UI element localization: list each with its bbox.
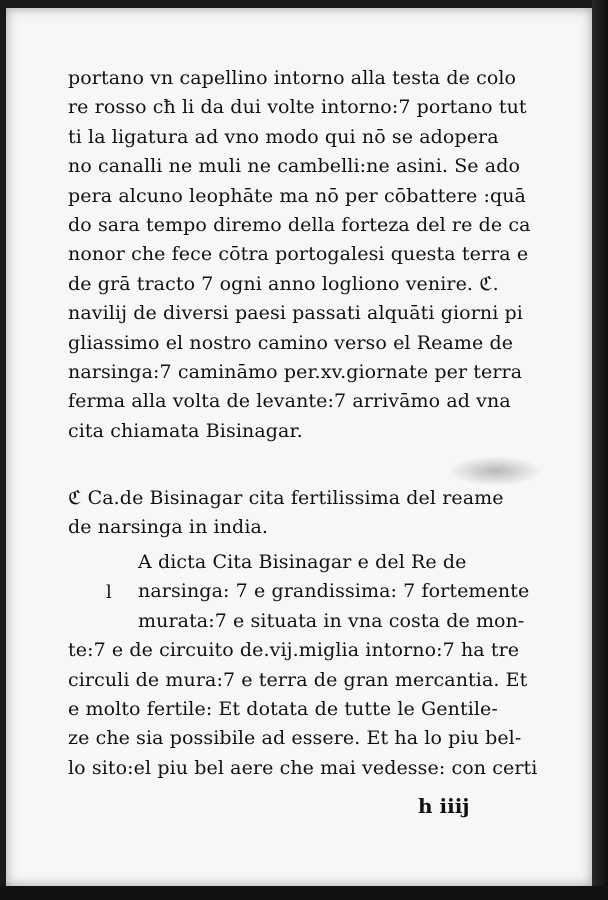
text-line: pera alcuno leophāte ma nō per cōbattere :quā [68,184,526,207]
text-line: de grā tracto 7 ogni anno logliono venire. ℭ. [68,272,499,295]
text-line: re rosso cħ li da dui volte intorno:7 portano tut [68,96,527,119]
text-line: ferma alla volta de levante:7 arrivāmo ad vna [68,390,511,413]
text-line: lo sito:el piu bel aere che mai vedesse: con certi [68,756,538,779]
page-bottom-edge [0,886,608,900]
text-line: do sara tempo diremo della forteza del re de ca [68,214,531,237]
chapter-heading [68,484,548,543]
text-line: gliassimo el nostro camino verso el Reame de [68,331,514,354]
text-block-top [68,64,548,446]
text-line: circuli de mura:7 e terra de gran mercantia. Et [68,668,528,691]
book-page [6,8,592,886]
text-line: cita chiamata Bisinagar. [68,419,303,442]
text-line: no canalli ne muli ne cambelli:ne asini. Se ado [68,155,521,178]
ink-blot [448,456,543,486]
book-spine-edge [592,0,608,900]
text-line: ze che sia possibile ad essere. Et ha lo piu bel- [68,727,522,750]
text-line: navilij de diversi paesi passati alquāti giorni pi [68,302,523,325]
text-line: ti la ligatura ad vno modo qui nō se adopera [68,125,499,148]
marginal-mark: l [106,582,112,603]
heading-line: de narsinga in india. [68,516,269,539]
text-line: te:7 e de circuito de.vij.miglia intorno:7 ha tre [68,639,520,662]
text-line: portano vn capellino intorno alla testa de colo [68,67,517,89]
text-line: murata:7 e situata in vna costa de mon- [138,609,525,632]
text-line: A dicta Cita Bisinagar e del Re de [138,551,467,573]
signature-mark: h iiij [418,794,470,818]
text-line: e molto fertile: Et dotata de tutte le Gentile- [68,698,498,721]
heading-line: ℭ Ca.de Bisinagar cita fertilissima del reame [68,487,504,509]
text-line: narsinga:7 camināmo per.xv.giornate per terra [68,361,523,384]
text-line: narsinga: 7 e grandissima: 7 fortemente [138,580,530,603]
text-block-body [68,548,548,783]
text-line: nonor che fece cōtra portogalesi questa terra e [68,243,529,266]
